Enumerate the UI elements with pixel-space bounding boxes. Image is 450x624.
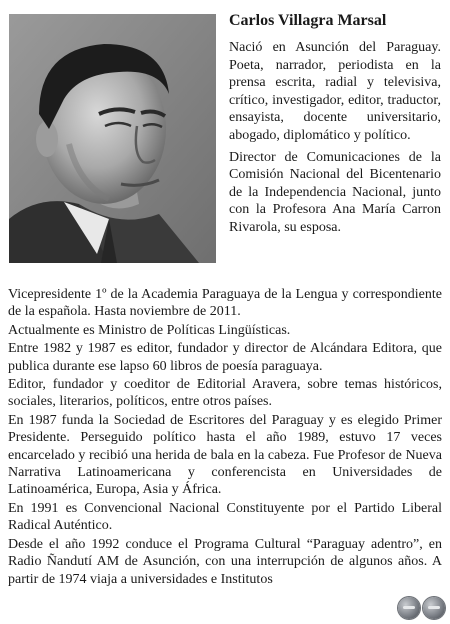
- portrait-image: [9, 14, 216, 263]
- paragraph: Actualmente es Ministro de Políticas Lingüísticas.: [8, 322, 291, 338]
- body-text-column: [8, 286, 442, 589]
- paragraph: Entre 1982 y 1987 es editor, fundador y director de Alcándara Editora, que publica durante ese lapso 60 libros de poesía paraguaya.: [8, 341, 442, 374]
- side-text-column: [229, 39, 441, 241]
- paragraph: Desde el año 1992 conduce el Programa Cultural “Paraguay adentro”, en Radio Ñandutí AM de Asunción, con una interrupción de algunos años. A partir de 1974 viaja a universidades e Institutos: [8, 536, 442, 587]
- paragraph: Vicepresidente 1º de la Academia Paraguaya de la Lengua y correspondiente de la española. Hasta noviembre de 2011.: [8, 287, 442, 320]
- seal-icon: [398, 597, 420, 619]
- paragraph: En 1987 funda la Sociedad de Escritores del Paraguay y es elegido Primer Presidente. Perseguido político hasta el año 1989, estuvo 17 veces encarcelado y recibió una herida de bala en la cabeza. Fue Profesor de Nueva Narrativa Latinoamericana y conferencista en Universidades de Latinoamérica, Europa, Asia y África.: [8, 412, 442, 498]
- paragraph: Editor, fundador y coeditor de Editorial Aravera, sobre temas históricos, sociales, literarios, políticos, entre otros países.: [8, 377, 442, 410]
- paragraph: Nació en Asunción del Paraguay. Poeta, narrador, periodista en la prensa escrita, radial y televisiva, crítico, investigador, editor, traductor, ensayista, docente universitario, abogado, diplomático y político.: [229, 40, 441, 143]
- portrait-photo: [9, 14, 216, 263]
- page-title: Carlos Villagra Marsal: [229, 12, 387, 29]
- paragraph: En 1991 es Convencional Nacional Constituyente por el Partido Liberal Radical Auténtico.: [8, 500, 442, 534]
- paragraph: Director de Comunicaciones de la Comisión Nacional del Bicentenario de la Independencia Nacional, junto con la Profesora Ana María Carron Rivarola, su esposa.: [229, 149, 441, 235]
- footer-badges: [396, 597, 448, 619]
- seal-icon: [423, 597, 445, 619]
